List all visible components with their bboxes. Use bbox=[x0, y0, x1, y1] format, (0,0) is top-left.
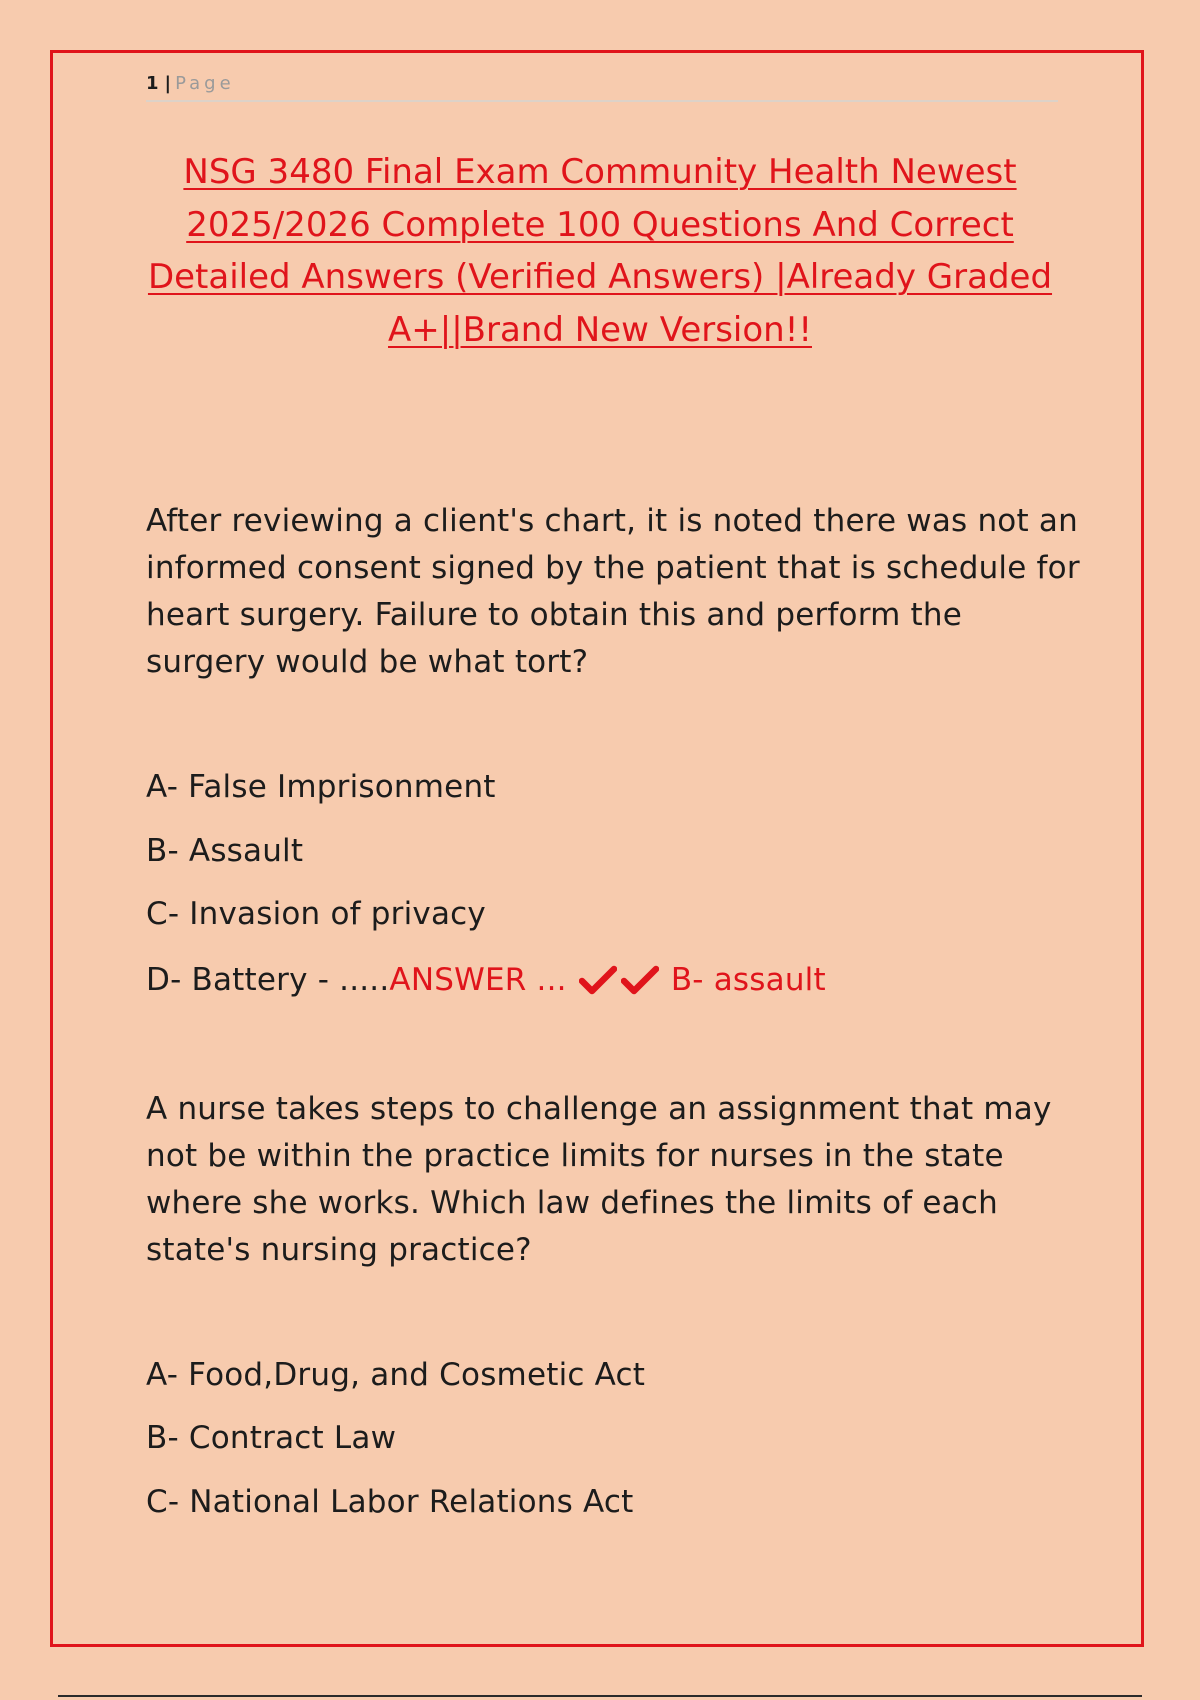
question-1-option-c: C- Invasion of privacy bbox=[146, 896, 486, 932]
question-1-text: After reviewing a client's chart, it is noted there was not an informed consent signed by the patient that is schedule for heart surgery. Failure to obtain this and perform the surgery would be what tort? bbox=[146, 503, 1080, 680]
page-separator: | bbox=[164, 73, 172, 94]
page-word: Page bbox=[175, 73, 235, 94]
question-1-option-d: D- Battery - ..... bbox=[146, 962, 390, 998]
page-header bbox=[146, 72, 1058, 102]
document-title: NSG 3480 Final Exam Community Health Newest 2025/2026 Complete 100 Questions And Correct Detailed Answers (Verified Answers) |Already Graded A+||Brand New Version!! bbox=[147, 152, 1053, 350]
question-2-option-b: B- Contract Law bbox=[146, 1420, 397, 1456]
question-1-option-b: B- Assault bbox=[146, 833, 304, 869]
checkmark-icon bbox=[579, 964, 617, 1006]
question-1-option-d-line bbox=[146, 960, 826, 1006]
question-1-option-a: A- False Imprisonment bbox=[146, 769, 496, 805]
answer-value: B- assault bbox=[670, 962, 826, 998]
checkmark-icon bbox=[621, 964, 659, 1006]
answer-label: ANSWER ... bbox=[389, 962, 567, 998]
footer-divider bbox=[58, 1695, 1142, 1697]
question-2-option-a: A- Food,Drug, and Cosmetic Act bbox=[146, 1357, 646, 1393]
page-number: 1 bbox=[146, 73, 159, 94]
question-2-option-c: C- National Labor Relations Act bbox=[146, 1484, 634, 1520]
question-2-text: A nurse takes steps to challenge an assignment that may not be within the practice limits for nurses in the state where she works. Which law defines the limits of each state's nursing practice? bbox=[146, 1091, 1052, 1268]
